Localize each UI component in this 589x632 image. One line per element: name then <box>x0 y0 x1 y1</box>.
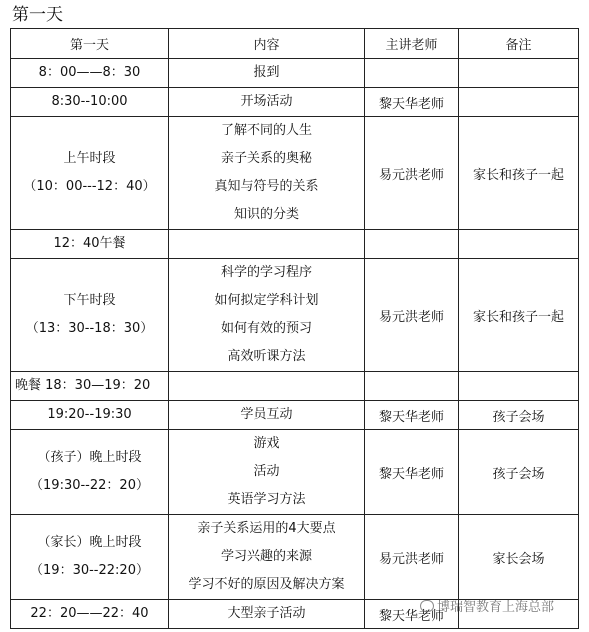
time-cell <box>11 230 169 259</box>
content-text: 开场活动 <box>240 94 293 109</box>
time-text: （19:30--22：20） <box>30 478 149 493</box>
teacher-text: 易元洪老师 <box>378 167 444 183</box>
content-cell <box>169 515 365 600</box>
content-text: 真知与符号的关系 <box>214 179 319 194</box>
content-cell <box>169 401 365 430</box>
content-cell <box>169 230 365 259</box>
content-cell <box>169 88 365 117</box>
content-text: 知识的分类 <box>233 207 299 222</box>
teacher-cell <box>365 88 459 117</box>
header-content: 内容 <box>169 29 365 59</box>
table-row <box>11 59 579 88</box>
time-text: 上午时段 <box>63 151 116 166</box>
time-text: （19：30--22:20） <box>30 563 149 578</box>
teacher-text: 黎天华老师 <box>378 466 444 482</box>
teacher-cell <box>365 430 459 515</box>
content-text: 如何有效的预习 <box>220 321 312 336</box>
note-text: 家长和孩子一起 <box>472 167 564 183</box>
content-text: 亲子关系运用的4大要点 <box>197 521 336 536</box>
time-text: （孩子）晚上时段 <box>37 450 142 465</box>
table-row <box>11 515 579 600</box>
header-note: 备注 <box>459 29 579 59</box>
content-text: 活动 <box>253 464 280 479</box>
note-cell <box>459 59 579 88</box>
content-cell <box>169 259 365 372</box>
header-row <box>11 29 579 59</box>
content-text: 英语学习方法 <box>227 492 306 507</box>
content-text: 科学的学习程序 <box>220 265 312 280</box>
content-text: 学员互动 <box>240 407 293 422</box>
teacher-text: 易元洪老师 <box>378 309 444 325</box>
content-text: 高效听课方法 <box>227 349 306 364</box>
teacher-cell <box>365 372 459 401</box>
table-row <box>11 430 579 515</box>
time-cell <box>11 401 169 430</box>
content-text: 亲子关系的奥秘 <box>220 151 312 166</box>
teacher-cell <box>365 401 459 430</box>
time-cell <box>11 430 169 515</box>
teacher-cell <box>365 59 459 88</box>
time-text: 12：40午餐 <box>53 236 126 251</box>
time-text: 晚餐 18：30—19：20 <box>15 378 151 393</box>
note-cell <box>459 259 579 372</box>
content-cell <box>169 372 365 401</box>
note-text: 家长和孩子一起 <box>472 309 564 325</box>
table-row <box>11 372 579 401</box>
time-text: 19:20--19:30 <box>47 407 132 422</box>
note-text: 家长会场 <box>492 551 545 567</box>
time-text: （家长）晚上时段 <box>37 535 142 550</box>
table-row <box>11 259 579 372</box>
teacher-text: 易元洪老师 <box>378 551 444 567</box>
time-text: （13：30--18：30） <box>25 321 154 336</box>
table-row <box>11 401 579 430</box>
content-cell <box>169 117 365 230</box>
wechat-icon <box>420 600 434 612</box>
note-text: 孩子会场 <box>492 466 545 482</box>
table-row <box>11 230 579 259</box>
time-cell <box>11 59 169 88</box>
content-text: 了解不同的人生 <box>220 123 312 138</box>
time-cell <box>11 88 169 117</box>
header-time: 第一天 <box>11 29 169 59</box>
time-cell <box>11 515 169 600</box>
content-text: 学习兴趣的来源 <box>220 549 312 564</box>
table-row <box>11 117 579 230</box>
content-text: 大型亲子活动 <box>227 606 306 621</box>
schedule-table <box>10 28 579 629</box>
content-text: 报到 <box>253 65 280 80</box>
teacher-text: 黎天华老师 <box>378 96 444 112</box>
note-cell <box>459 117 579 230</box>
content-text: 游戏 <box>253 436 280 451</box>
content-text: 如何拟定学科计划 <box>214 293 319 308</box>
time-text: （10：00---12：40） <box>23 179 156 194</box>
time-cell <box>11 259 169 372</box>
note-cell <box>459 372 579 401</box>
time-text: 8：00——8：30 <box>38 65 141 80</box>
header-teacher: 主讲老师 <box>365 29 459 59</box>
time-text: 22：20——22：40 <box>30 606 149 621</box>
note-cell <box>459 401 579 430</box>
day-title: 第一天 <box>12 5 63 25</box>
note-cell <box>459 88 579 117</box>
teacher-text: 黎天华老师 <box>378 409 444 425</box>
note-text: 孩子会场 <box>492 409 545 425</box>
note-cell <box>459 230 579 259</box>
time-cell <box>11 600 169 629</box>
watermark-text: 博瑞智教育上海总部 <box>437 600 555 615</box>
table-row <box>11 88 579 117</box>
watermark <box>420 596 554 615</box>
content-cell <box>169 600 365 629</box>
content-cell <box>169 430 365 515</box>
teacher-cell <box>365 259 459 372</box>
teacher-cell <box>365 117 459 230</box>
time-text: 下午时段 <box>63 293 116 308</box>
teacher-text: 黎天华老师 <box>378 608 444 624</box>
time-text: 8:30--10:00 <box>51 94 128 109</box>
teacher-cell <box>365 230 459 259</box>
teacher-cell <box>365 515 459 600</box>
time-cell <box>11 117 169 230</box>
note-cell <box>459 430 579 515</box>
note-cell <box>459 515 579 600</box>
time-cell <box>11 372 169 401</box>
content-text: 学习不好的原因及解决方案 <box>188 577 345 592</box>
content-cell <box>169 59 365 88</box>
